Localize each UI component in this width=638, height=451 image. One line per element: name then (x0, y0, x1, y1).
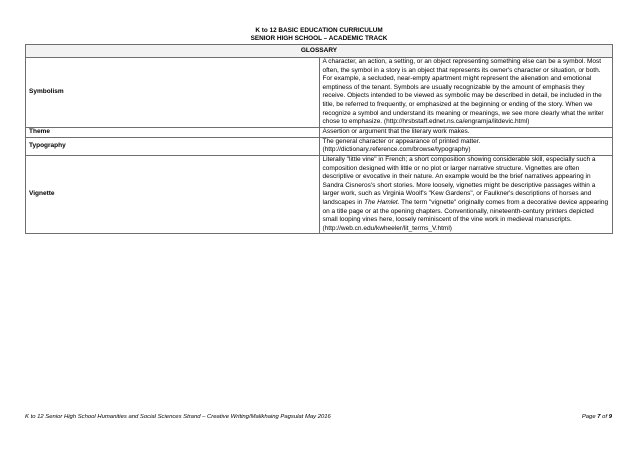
glossary-term: Theme (26, 127, 320, 137)
page-label: Page (581, 414, 598, 420)
glossary-title: GLOSSARY (26, 45, 613, 58)
document-header (0, 27, 638, 42)
table-row (26, 155, 613, 233)
glossary-definition: The general character or appearance of printed matter. (http://dictionary.reference.com/browse/typography) (319, 137, 613, 155)
glossary-definition (319, 155, 613, 233)
glossary-table (25, 44, 613, 234)
definition-text: Literally "little vine" in French; a short composition showing considerable skill, especially such a composition designed with little or no plot or larger narrative structure. Vignettes are often descriptive or evocative in their nature. An example would be the brief narratives appearing in Sandra Cisneros's short stories. More loosely, vignettes might be descriptive passages within a larger work, such as Virginia Woolf's "Kew Gardens", or Faulkner's descriptions of horses and landscapes in (322, 155, 596, 206)
page-current: 7 (597, 414, 601, 420)
glossary-term: Vignette (26, 155, 320, 233)
table-row (26, 127, 613, 137)
footer-page-number (582, 414, 612, 420)
glossary-term: Typography (26, 137, 320, 155)
page-total: 9 (608, 414, 612, 420)
page-of-label: of (600, 414, 609, 420)
header-curriculum-title: K to 12 BASIC EDUCATION CURRICULUM (255, 27, 383, 34)
glossary-term: Symbolism (26, 58, 320, 128)
glossary-definition: Assertion or argument that the literary work makes. (319, 127, 613, 137)
definition-text: The term "vignette" originally comes from a decorative device appearing on a title page or at the opening chapters. Conventionally, nineteenth-century printers depicted small looping vines here, loosely reminiscent of the vine work in medieval manuscripts. (http://web.cn.edu/kwheeler/lit_terms_V.html) (322, 198, 609, 232)
glossary-definition: A character, an action, a setting, or an object representing something else can be a symbol. Most often, the symbol in a story is an object that represents its owner's character or situation, or both. For example, a secluded, near-empty apartment might represent the alienation and emotional emptiness of the tenant. Symbols are usually recognizable by the amount of emphasis they receive. Objects intended to be viewed as symbolic may be described in detail, be included in the title, be referred to frequently, or emphasized at the beginning or ending of the story. When we recognize a symbol and understand its meaning or meanings, we see more clearly what the writer chose to emphasize. (http://hrsbstaff.ednet.ns.ca/engramja/litdevic.html) (319, 58, 613, 128)
table-row (26, 58, 613, 128)
table-row (26, 137, 613, 155)
footer-document-title: K to 12 Senior High School Humanities and Social Sciences Strand – Creative Writing/Malikhaing Pagsulat May 2016 (25, 414, 331, 420)
italic-work-title: The Hamlet. (364, 198, 400, 206)
header-track-title: SENIOR HIGH SCHOOL – ACADEMIC TRACK (250, 34, 388, 42)
